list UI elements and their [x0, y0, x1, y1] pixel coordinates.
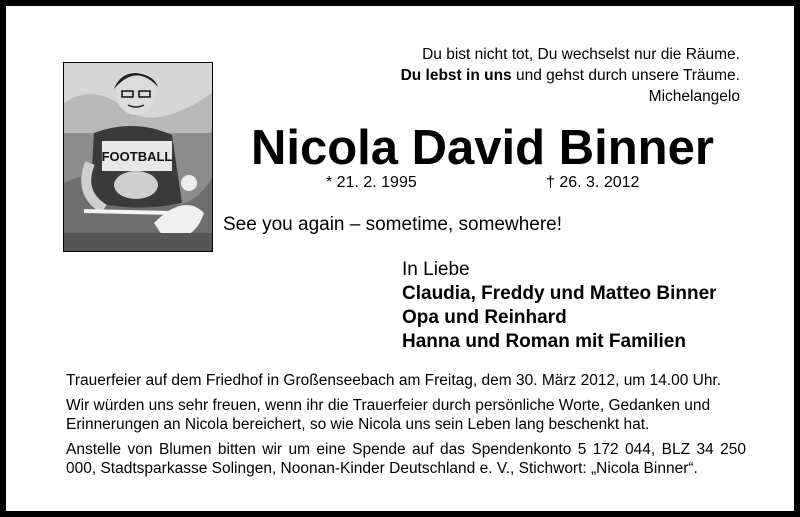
shirt-lettering: FOOTBALL [101, 149, 173, 164]
funeral-info: Trauerfeier auf dem Friedhof in Großenseebach am Freitag, dem 30. März 2012, um 14.00 Uhr. [66, 372, 722, 389]
birth-date: * 21. 2. 1995 [326, 174, 417, 191]
mourners-line: Hanna und Roman mit Familien [402, 331, 686, 352]
quote-line-1: Du bist nicht tot, Du wechselst nur die Räume. [422, 46, 740, 63]
mourners-block [402, 258, 717, 354]
memorial-quote [380, 44, 740, 107]
personal-words-wish: Wir würden uns sehr freuen, wenn ihr die Trauerfeier durch persönliche Worte, Gedanken und Erinnerungen an Nicola bereichert, so wie Nicola uns sein Leben lang beschenkt hat. [66, 397, 711, 433]
notice-text [66, 371, 746, 484]
portrait-illustration [64, 63, 212, 251]
quote-author: Michelangelo [648, 88, 740, 105]
mourners-line: Opa und Reinhard [402, 307, 567, 328]
deceased-name: Nicola David Binner [251, 121, 714, 175]
farewell-motto: See you again – sometime, somewhere! [223, 214, 563, 235]
mourners-intro: In Liebe [402, 259, 470, 280]
death-date: † 26. 3. 2012 [546, 174, 640, 191]
quote-line-2-rest: und gehst durch unsere Träume. [511, 67, 740, 84]
quote-line-2-bold: Du lebst in uns [400, 67, 512, 84]
portrait-photo [63, 62, 213, 252]
donation-info: Anstelle von Blumen bitten wir um eine Spende auf das Spendenkonto 5 172 044, BLZ 34 250 000, Stadtsparkasse Solingen, Noonan-Kinder Deutschland e. V., Stichwort: „Nicola Binner“. [66, 441, 746, 477]
mourners-line: Claudia, Freddy und Matteo Binner [402, 283, 717, 304]
quote-line-2 [380, 65, 740, 86]
